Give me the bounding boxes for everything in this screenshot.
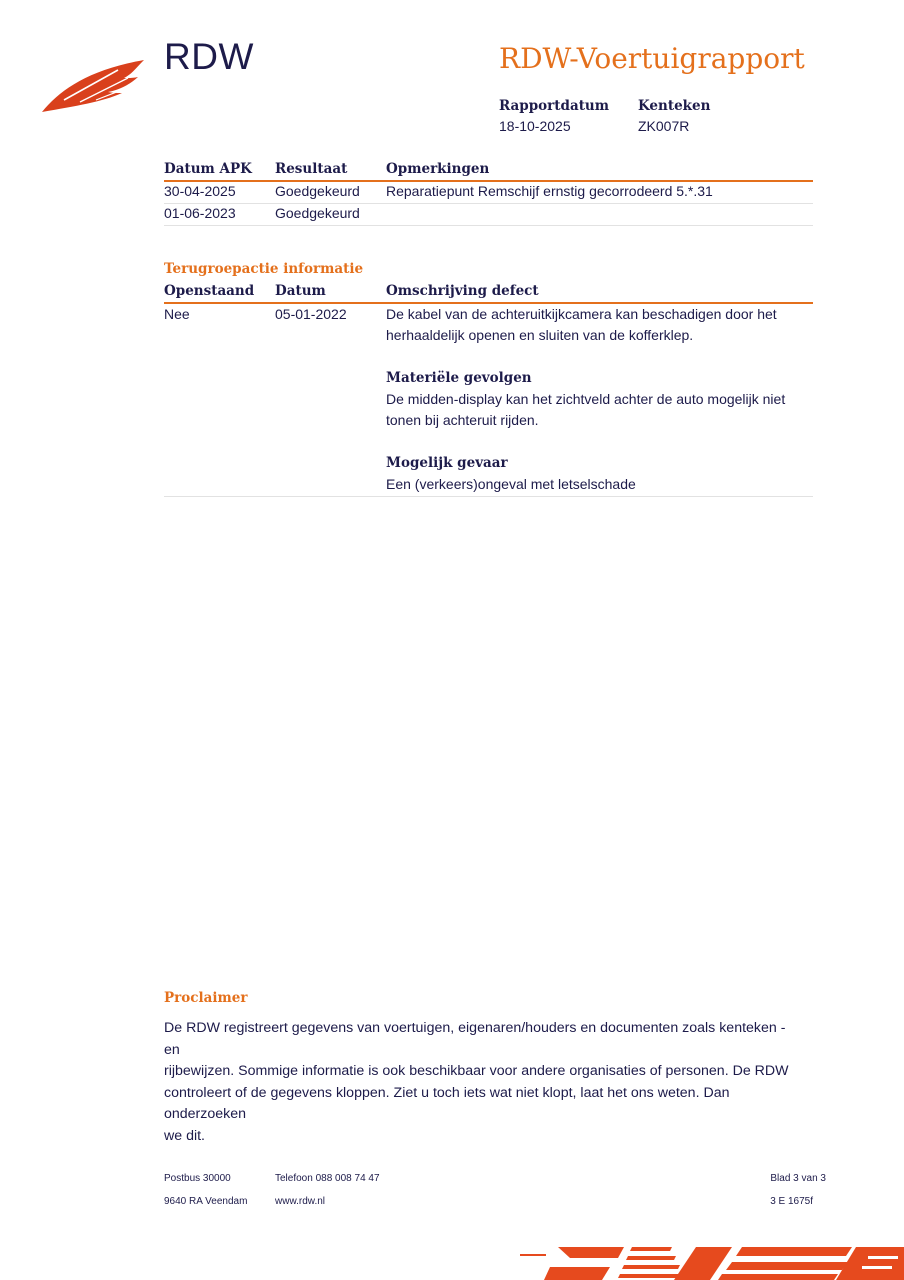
footer-website[interactable]: www.rdw.nl [275,1196,326,1207]
apk-table [164,160,813,226]
recall-datum-cell: 05-01-2022 [275,303,386,497]
recall-section-title: Terugroepactie informatie [164,261,364,277]
gevolgen-line: tonen bij achteruit rijden. [386,412,539,428]
defect-line: herhaaldelijk openen en sluiten van de kofferklep. [386,327,694,343]
gevolgen-title: Materiële gevolgen [386,370,532,386]
rdw-logo-icon [40,56,150,116]
rapportdatum-value: 18-10-2025 [499,118,571,134]
rapportdatum-label: Rapportdatum [499,98,610,114]
recall-description-cell [386,303,813,497]
apk-resultaat-cell: Goedgekeurd [275,181,386,204]
table-row [164,181,813,204]
recall-openstaand-cell: Nee [164,303,275,497]
apk-header-opmerkingen: Opmerkingen [386,160,813,181]
proclaimer-text [164,1018,804,1147]
recall-header-openstaand: Openstaand [164,282,275,303]
apk-opmerking-cell [386,204,813,226]
footer-telefoon: Telefoon 088 008 74 47 [275,1173,380,1184]
report-title: RDW-Voertuigrapport [499,42,805,75]
proclaimer-title: Proclaimer [164,990,248,1006]
footer-page-number: Blad 3 van 3 [770,1173,826,1184]
table-row [164,204,813,226]
footer-document-code: 3 E 1675f [770,1196,813,1207]
gevaar-title: Mogelijk gevaar [386,455,508,471]
apk-datum-cell: 30-04-2025 [164,181,275,204]
decorative-stripes-icon [520,1244,904,1280]
proclaimer-line: we dit. [164,1127,206,1144]
gevaar-text: Een (verkeers)ongeval met letselschade [386,476,636,492]
proclaimer-line: De RDW registreert gegevens van voertuigen, eigenaren/houders en documenten zoals kenteken - en [164,1020,786,1058]
apk-header-row [164,160,813,181]
table-row [164,303,813,497]
recall-header-datum: Datum [275,282,386,303]
logo-text: RDW [164,36,254,77]
apk-opmerking-cell: Reparatiepunt Remschijf ernstig gecorrodeerd 5.*.31 [386,181,813,204]
kenteken-label: Kenteken [638,98,711,114]
apk-header-resultaat: Resultaat [275,160,386,181]
footer-postbus: Postbus 30000 [164,1173,231,1184]
gevolgen-line: De midden-display kan het zichtveld achter de auto mogelijk niet [386,391,786,407]
recall-header-omschrijving: Omschrijving defect [386,282,813,303]
recall-header-row [164,282,813,303]
defect-line: De kabel van de achteruitkijkcamera kan beschadigen door het [386,306,777,322]
apk-datum-cell: 01-06-2023 [164,204,275,226]
kenteken-value: ZK007R [638,118,690,134]
apk-header-datum: Datum APK [164,160,275,181]
proclaimer-line: rijbewijzen. Sommige informatie is ook beschikbaar voor andere organisaties of personen. De RDW [164,1063,789,1079]
recall-table [164,282,813,497]
apk-resultaat-cell: Goedgekeurd [275,204,386,226]
proclaimer-line: controleert of de gegevens kloppen. Ziet u toch iets wat niet klopt, laat het ons weten. Dan onderzoeken [164,1084,730,1122]
footer-postcode: 9640 RA Veendam [164,1196,248,1207]
